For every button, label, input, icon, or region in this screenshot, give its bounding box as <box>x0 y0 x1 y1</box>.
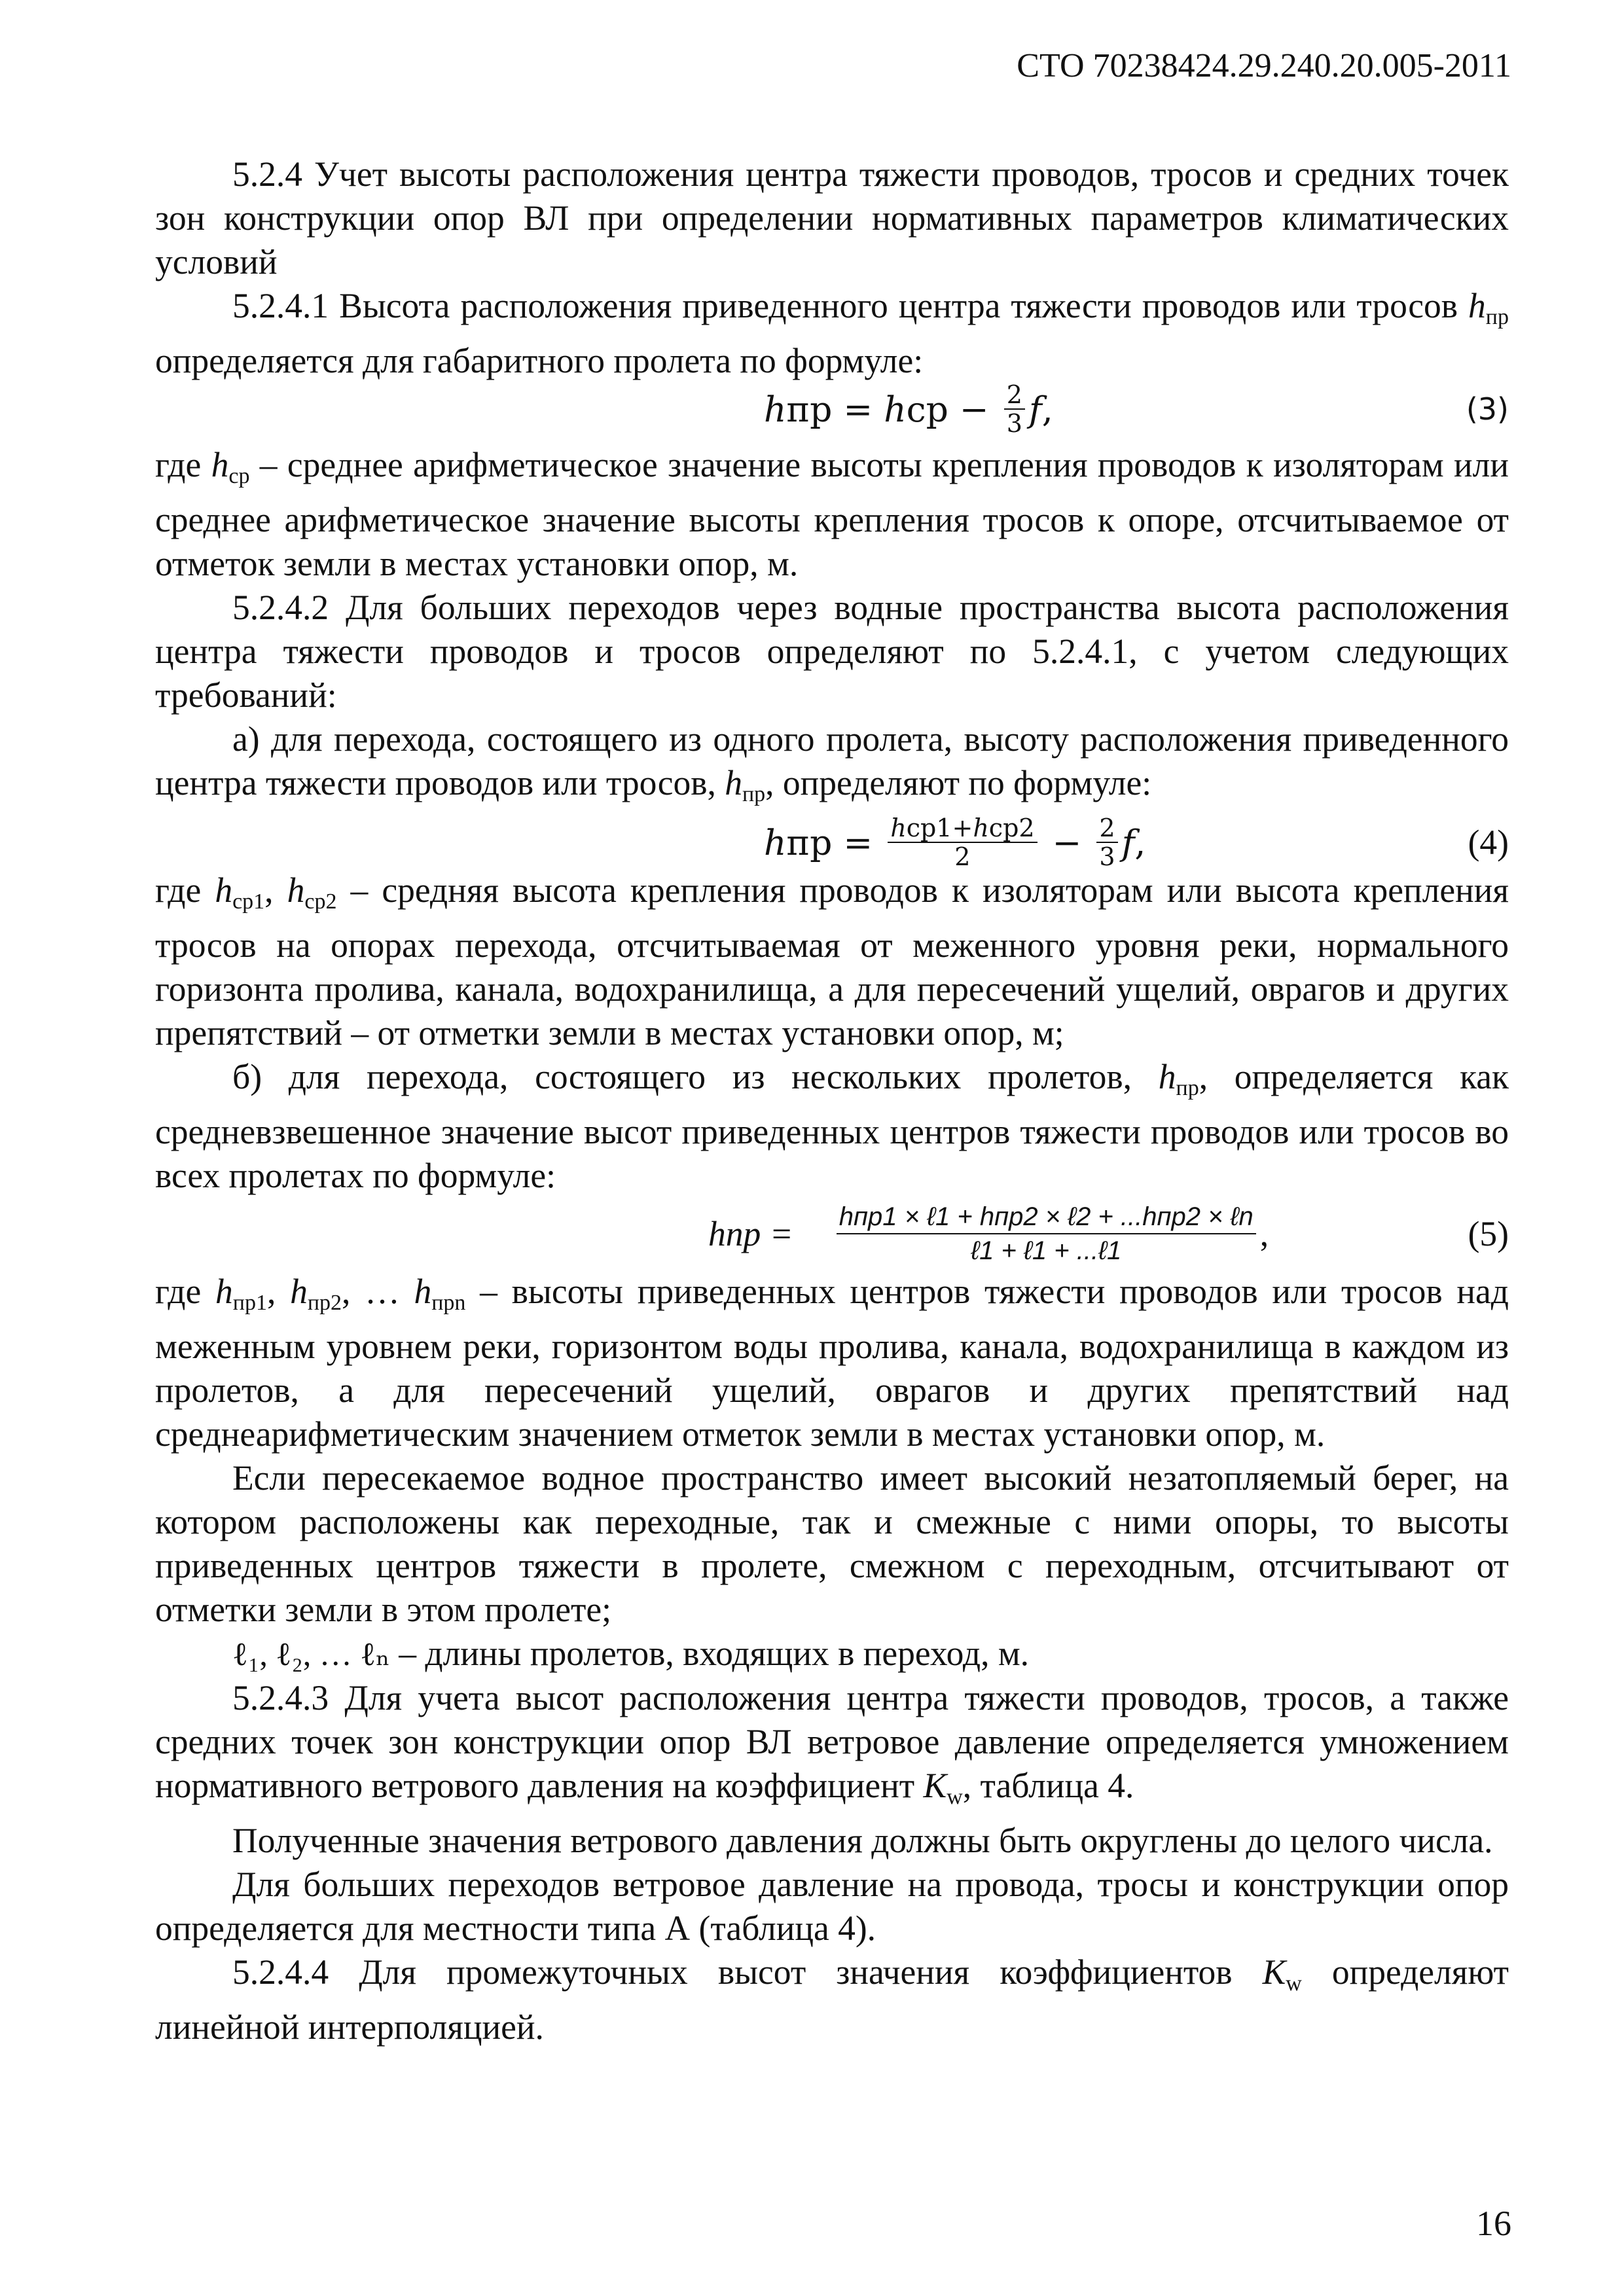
paragraph-where-h-sr: где $h_{ср}$ – среднее арифметическое значение высоты крепления проводов к изоляторам или среднее арифметическое значение высоты крепления тросов к опоре, отсчитываемое от отметок земли в местах установки опор, м. <box>155 445 1509 583</box>
formula-5-tail: , <box>1259 1213 1269 1253</box>
paragraph-where-h-sr12: где $h_{ср1}$, $h_{ср2}$ – средняя высота крепления проводов к изоляторам или высота крепления тросов на опорах перехода, отсчитываемая от меженного уровня реки, нормального горизонта пролива, канала, водохранилища, а для пересечений ущелий, оврагов и других препятствий – от отметки земли в местах установки опор, м; <box>155 870 1509 1052</box>
formula-4 <box>155 816 1509 869</box>
formula-4-fraction-2: $\frac{2}{3}$ <box>1096 814 1117 870</box>
formula-3-fraction: $\frac{2}{3}$ <box>1004 381 1025 437</box>
formula-5-fraction: $\frac{\text{hпр1 × ℓ1 + hпр2 × ℓ2 + ...hпр2 × ℓn}}{\text{ℓ1 + ℓ1 + ...ℓ1}}$ <box>837 1200 1256 1267</box>
formula-5-lhs: hпр = <box>708 1213 793 1253</box>
paragraph-item-a: а) для перехода, состоящего из одного пролета, высоту расположения приведенного центра тяжести проводов или тросов, $h_{пр}$, определяют по формуле: <box>155 719 1509 806</box>
formula-4-lhs: ℎпр <box>764 821 833 863</box>
formula-3-lhs: ℎпр <box>764 388 833 430</box>
formula-3 <box>155 380 1509 438</box>
formula-3-eq: = ℎср − <box>832 388 1000 430</box>
document-body <box>155 152 1509 2049</box>
paragraph-large-crossings: Для больших переходов ветровое давление на провода, тросы и конструкции опор определяется для местности типа А (таблица 4). <box>155 1865 1509 1948</box>
formula-5-number: (5) <box>1468 1214 1509 1253</box>
paragraph-5-2-4-3: 5.2.4.3 Для учета высот расположения центра тяжести проводов, тросов, а также средних точек зон конструкции опор ВЛ ветровое давление определяется умножением нормативного ветрового давления на коэффициент $K_w$, таблица 4. <box>155 1678 1509 1809</box>
paragraph-5-2-4-2: 5.2.4.2 Для больших переходов через водные пространства высота расположения центра тяжести проводов и тросов определяют по 5.2.4.1, с учетом следующих требований: <box>155 588 1509 715</box>
formula-4-tail: 𝑓, <box>1121 821 1146 863</box>
paragraph-high-bank: Если пересекаемое водное пространство имеет высокий незатопляемый берег, на котором расположены как переходные, так и смежные с ними опоры, то высоты приведенных центров тяжести в пролете, смежном с переходным, отсчитывают от отметки земли в этом пролете; <box>155 1458 1509 1629</box>
formula-4-fraction-1: $\frac{\text{ℎср1+ℎср2}}{2}$ <box>888 814 1037 870</box>
formula-4-minus: − <box>1041 821 1093 863</box>
formula-4-eq: = <box>832 821 884 863</box>
section-5-2-4-heading: 5.2.4 Учет высоты расположения центра тяжести проводов, тросов и средних точек зон конструкции опор ВЛ при определении нормативных параметров климатических условий <box>155 154 1509 281</box>
formula-5 <box>155 1198 1509 1270</box>
document-code-header: СТО 70238424.29.240.20.005-2011 <box>1017 47 1511 84</box>
formula-3-tail: 𝑓, <box>1028 388 1053 430</box>
page-number: 16 <box>1476 2204 1511 2243</box>
paragraph-5-2-4-4: 5.2.4.4 Для промежуточных высот значения коэффициентов $K_w$ определяют линейной интерполяцией. <box>155 1952 1509 2047</box>
formula-4-number: (4) <box>1468 823 1509 862</box>
span-lengths-symbols: ℓ₁, ℓ₂, … ℓₙ <box>232 1636 390 1672</box>
formula-3-number: (3) <box>1466 391 1509 427</box>
paragraph-item-b: б) для перехода, состоящего из нескольких пролетов, $h_{пр}$, определяется как средневзвешенное значение высот приведенных центров тяжести проводов или тросов во всех пролетах по формуле: <box>155 1057 1509 1195</box>
paragraph-span-lengths: ℓ₁, ℓ₂, … ℓₙ – длины пролетов, входящих в переход, м. <box>232 1634 1030 1673</box>
paragraph-where-h-prn: где $h_{пр1}$, $h_{пр2}$, … $h_{прn}$ – высоты приведенных центров тяжести проводов или тросов над меженным уровнем реки, горизонтом воды пролива, канала, водохранилища в каждом из пролетов, а для пересечений ущелий, оврагов и других препятствий над среднеарифметическим значением отметок земли в местах установки опор, м. <box>155 1272 1509 1454</box>
paragraph-rounding: Полученные значения ветрового давления должны быть округлены до целого числа. <box>232 1821 1493 1860</box>
paragraph-5-2-4-1: 5.2.4.1 Высота расположения приведенного центра тяжести проводов или тросов $h_{пр}$ определяется для габаритного пролета по формуле: <box>155 286 1509 380</box>
